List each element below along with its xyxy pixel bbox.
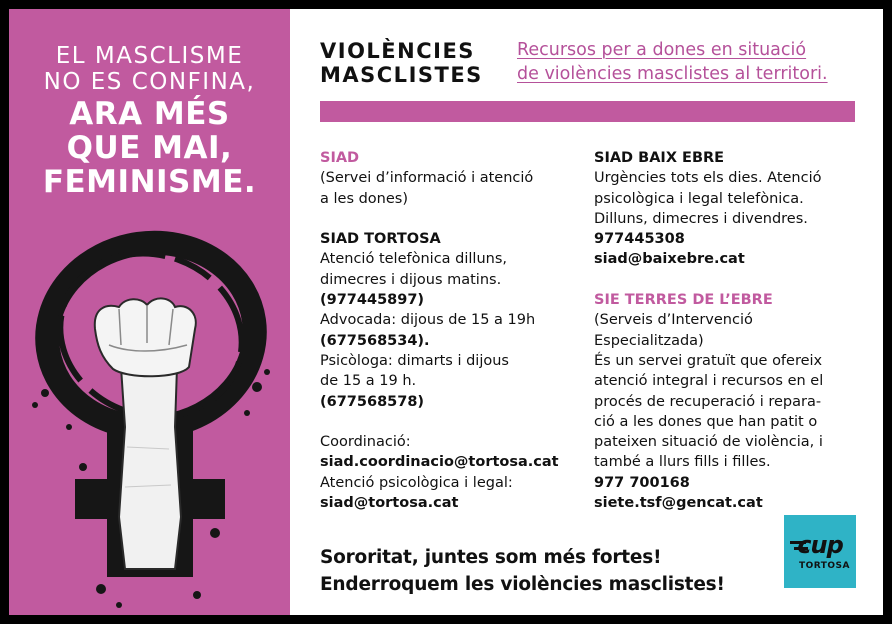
baix-line-3: Dilluns, dimecres i divendres.	[594, 210, 808, 227]
baix-line-2: psicològica i legal telefònica.	[594, 190, 804, 207]
baix-line-1: Urgències tots els dies. Atenció	[594, 170, 822, 187]
tortosa-line-4: Psicòloga: dimarts i dijous	[320, 352, 509, 369]
tortosa-phone-1: (977445897)	[320, 292, 425, 309]
title-line-1: VIOLÈNCIES	[320, 39, 475, 63]
sie-line-2: Especialitzada)	[594, 332, 704, 349]
slogan	[320, 544, 725, 598]
title-line-2: MASCLISTES	[320, 63, 483, 87]
lead-line-2: NO ES CONFINA,	[43, 69, 256, 95]
baix-phone: 977445308	[594, 231, 685, 248]
page-title	[320, 39, 483, 87]
lead-line-1: EL MASCLISME	[55, 43, 244, 69]
tortosa-line-2: dimecres i dijous matins.	[320, 271, 502, 288]
sie-line-7: pateixen situació de violència, i	[594, 434, 823, 451]
logo-subtitle: TORTOSA	[798, 561, 850, 571]
headline-line-3: FEMINISME.	[42, 164, 257, 200]
resources-column-left	[320, 148, 578, 513]
sie-heading: SIE TERRES DE L’EBRE	[594, 292, 773, 309]
siad-desc-1: (Servei d’informació i atenció	[320, 170, 534, 187]
accent-bar	[320, 101, 855, 122]
sie-phone: 977 700168	[594, 474, 690, 491]
sie-line-8: també a llurs fills i filles.	[594, 454, 771, 471]
psychological-label: Atenció psicològica i legal:	[320, 474, 513, 491]
slogan-line-1: Sororitat, juntes som més fortes!	[320, 547, 662, 568]
baix-email: siad@baixebre.cat	[594, 251, 745, 268]
subtitle-line-1: Recursos per a dones en situació	[517, 40, 807, 60]
logo-wordmark: cup	[797, 531, 843, 559]
headline-line-2: QUE MAI,	[66, 130, 233, 166]
tortosa-line-5: de 15 a 19 h.	[320, 373, 417, 390]
sie-line-1: (Serveis d’Intervenció	[594, 312, 753, 329]
feminist-fist-symbol-icon	[9, 217, 290, 615]
right-panel	[290, 9, 883, 615]
sie-line-6: ció a les dones que han patit o	[594, 413, 818, 430]
poster	[9, 9, 883, 615]
tortosa-line-3: Advocada: dijous de 15 a 19h	[320, 312, 536, 329]
siad-desc-2: a les dones)	[320, 190, 409, 207]
siad-baix-ebre-heading: SIAD BAIX EBRE	[594, 150, 725, 166]
tortosa-line-1: Atenció telefònica dilluns,	[320, 251, 507, 268]
sie-line-3: És un servei gratuït que ofereix	[594, 352, 823, 369]
subtitle	[517, 38, 867, 86]
sie-email: siete.tsf@gencat.cat	[594, 495, 763, 512]
tortosa-phone-2: (677568534).	[320, 332, 430, 349]
sie-line-5: procés de recuperació i repara-	[594, 393, 822, 410]
slogan-line-2: Enderroquem les violències masclistes!	[320, 574, 725, 595]
cup-logo	[784, 515, 856, 588]
tortosa-phone-3: (677568578)	[320, 393, 425, 410]
coordination-email: siad.coordinacio@tortosa.cat	[320, 454, 559, 471]
subtitle-line-2: de violències masclistes al territori.	[517, 64, 828, 84]
siad-tortosa-heading: SIAD TORTOSA	[320, 231, 441, 248]
resources-column-right	[594, 148, 864, 513]
left-panel	[9, 9, 290, 615]
siad-heading: SIAD	[320, 150, 360, 166]
coordination-label: Coordinació:	[320, 434, 411, 451]
sie-line-4: atenció integral i recursos en el	[594, 373, 824, 390]
psychological-email: siad@tortosa.cat	[320, 495, 459, 512]
headline-line-1: ARA MÉS	[69, 96, 230, 132]
